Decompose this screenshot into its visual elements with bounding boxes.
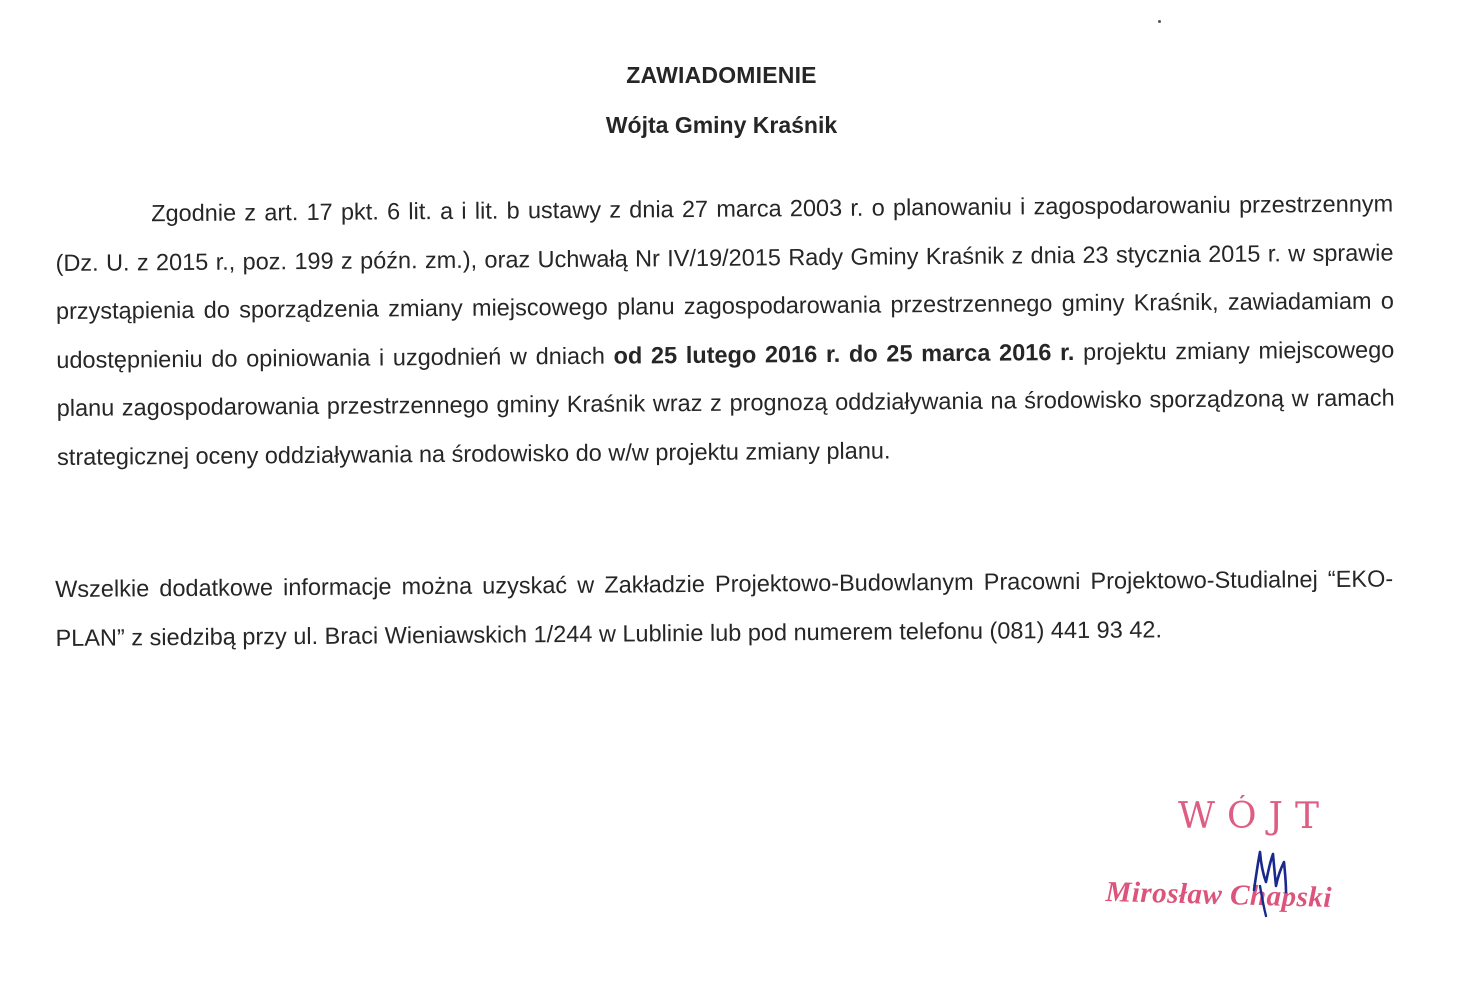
notice-paragraph: [55, 179, 1395, 480]
consultation-dates: od 25 lutego 2016 r. do 25 marca 2016 r.: [613, 338, 1075, 369]
stamp-name: Mirosław Chapski: [1105, 876, 1333, 914]
notice-text-part1: Zgodnie z art. 17 pkt. 6 lit. a i lit. b ustawy z dnia 27 marca 2003 r. o planowaniu i zagospodarowaniu przestrzennym (Dz. U. z 2015 r., poz. 199 z późn. zm.), oraz Uchwałą Nr IV/19/2015 Rady Gminy Kraśnik z dnia 23 stycznia 2015 r. w sprawie przystąpienia do sporządzenia zmiany miejscowego planu zagospodarowania przestrzennego gminy Kraśnik, zawiadamiam o udostępnieniu do opiniowania i uzgodnień w dniach: [55, 190, 1395, 373]
document-title: ZAWIADOMIENIE: [626, 62, 817, 88]
stamp-title: WÓJT: [1178, 796, 1331, 837]
document-subtitle: Wójta Gminy Kraśnik: [605, 112, 838, 138]
scan-speck: [1158, 20, 1161, 23]
notice-text-part2: projektu zmiany miejscowego planu zagospodarowania przestrzennego gminy Kraśnik wraz z prognozą oddziaływania na środowisko sporządzoną w ramach strategicznej oceny oddziaływania na środowisko do w/w projektu zmiany planu.: [56, 335, 1395, 470]
handwritten-signature: [1240, 842, 1300, 922]
contact-paragraph: Wszelkie dodatkowe informacje można uzyskać w Zakładzie Projektowo-Budowlanym Pracowni Projektowo-Studialnej “EKO-PLAN” z siedzibą przy ul. Braci Wieniawskich 1/244 w Lublinie lub pod numerem telefonu (081) 441 93 42.: [55, 565, 1394, 651]
official-stamp: [1100, 788, 1400, 938]
